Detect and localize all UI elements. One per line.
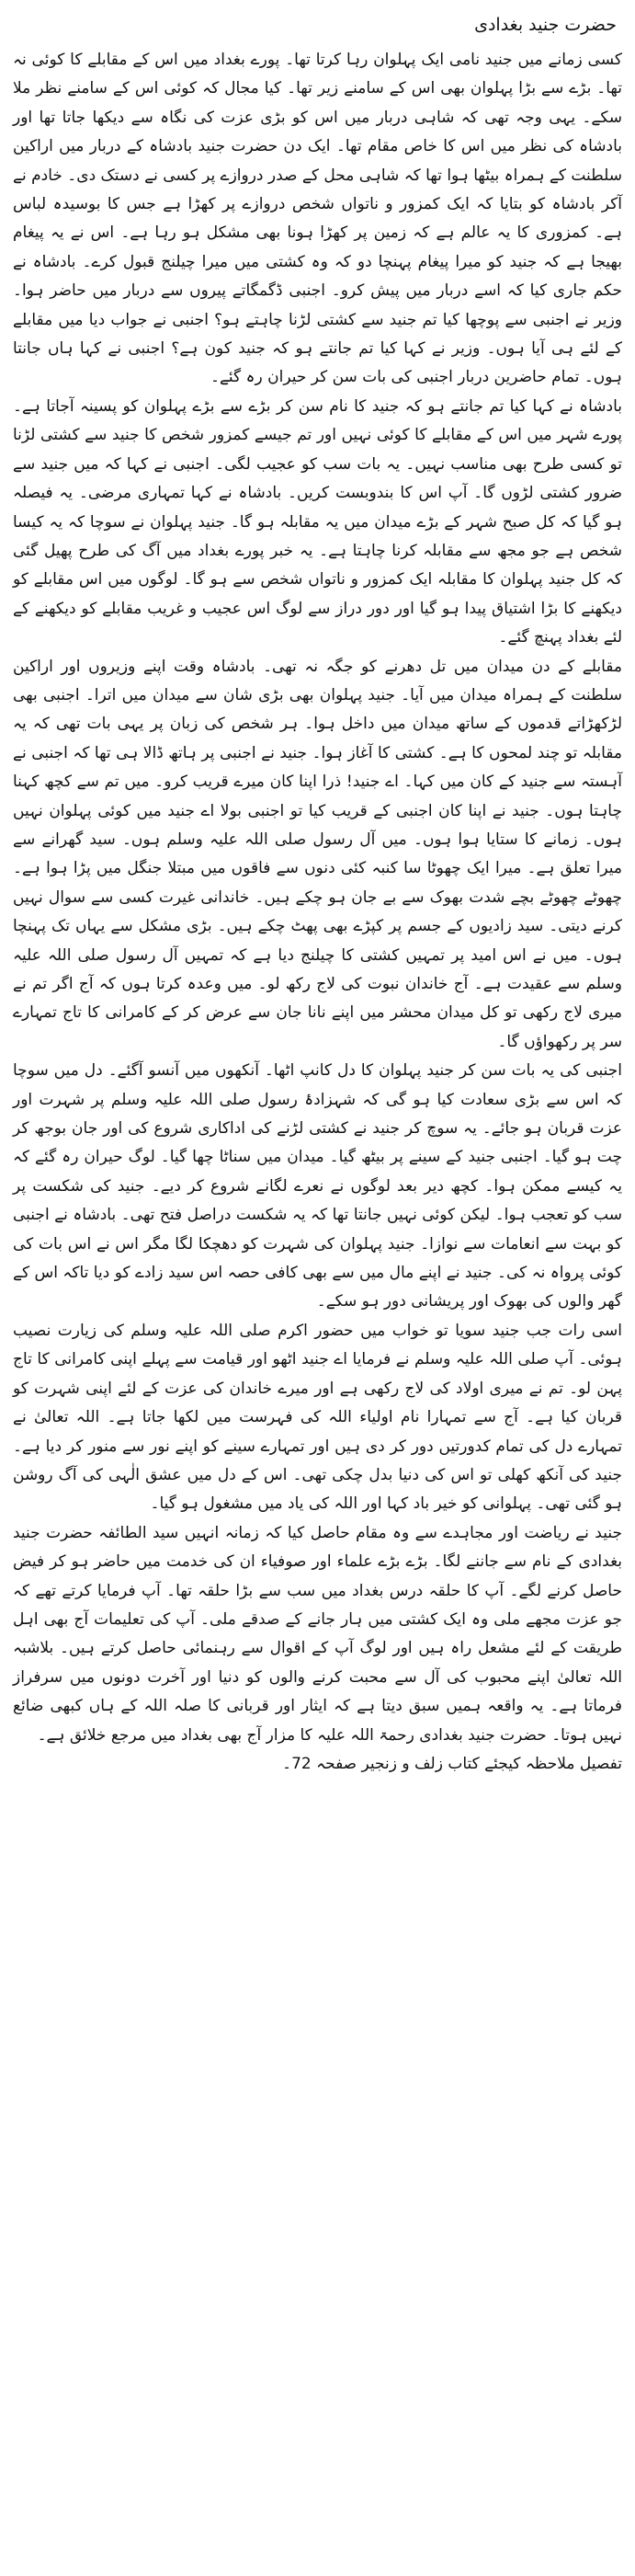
paragraph: کسی زمانے میں جنید نامی ایک پہلوان رہا کرتا تھا۔ پورے بغداد میں اس کے مقابلے کا کوئی نہ تھا۔ بڑے سے بڑا پہلوان بھی اس کے سامنے زیر تھا۔ کیا مجال کہ کوئی اس کے سامنے نظر ملا سکے۔ یہی وجہ تھی کہ شاہی دربار میں اس کو بڑی عزت کی نگاہ سے دیکھا جاتا تھا اور بادشاہ کی نظر میں اس کا خاص مقام تھا۔ ایک دن حضرت جنید بادشاہ کے دربار میں اراکین سلطنت کے ہمراہ بیٹھا ہوا تھا کہ شاہی محل کے صدر دروازے پر کسی نے دستک دی۔ خادم نے آکر بادشاہ کو بتایا کہ ایک کمزور و ناتواں شخص دروازے پر کھڑا ہے جس کا بوسیدہ لباس ہے۔ کمزوری کا یہ عالم ہے کہ زمین پر کھڑا ہونا بھی مشکل ہو رہا ہے۔ اس نے یہ پیغام بھیجا ہے کہ جنید کو میرا پیغام پہنچا دو کہ وہ کشتی میں میرا چیلنج قبول کرے۔ بادشاہ نے حکم جاری کیا کہ اسے دربار میں پیش کرو۔ اجنبی ڈگمگاتے پیروں سے دربار میں حاضر ہوا۔ وزیر نے اجنبی سے پوچھا کیا تم جنید سے کشتی لڑنا چاہتے ہو؟ اجنبی نے جواب دیا میں مقابلے کے لئے ہی آیا ہوں۔ وزیر نے کہا کیا تم جانتے ہو کہ جنید کون ہے؟ اجنبی نے کہا ہاں جانتا ہوں۔ تمام حاضرین دربار اجنبی کی بات سن کر حیران رہ گئے۔	[13, 51, 622, 387]
document-body	[13, 46, 622, 1750]
source-reference: تفصیل ملاحظہ کیجئے کتاب زلف و زنجیر صفحہ 72۔	[282, 1754, 622, 1773]
document-title: حضرت جنید بغدادی	[474, 15, 617, 35]
paragraph: بادشاہ نے کہا کیا تم جانتے ہو کہ جنید کا نام سن کر بڑے سے بڑے پہلوان کو پسینہ آجاتا ہے۔ پورے شہر میں اس کے مقابلے کا کوئی نہیں اور تم جیسے کمزور شخص کا جنید سے کشتی لڑنا تو کسی طرح بھی مناسب نہیں۔ یہ بات سب کو عجیب لگی۔ اجنبی نے کہا کہ میں جنید سے ضرور کشتی لڑوں گا۔ آپ اس کا بندوبست کریں۔ بادشاہ نے کہا تمہاری مرضی۔ یہ فیصلہ ہو گیا کہ کل صبح شہر کے بڑے میدان میں یہ مقابلہ ہو گا۔ جنید پہلوان نے سوچا کہ یہ کیسا شخص ہے جو مجھ سے مقابلہ کرنا چاہتا ہے۔ یہ خبر پورے بغداد میں آگ کی طرح پھیل گئی کہ کل جنید پہلوان کا مقابلہ ایک کمزور و ناتواں شخص سے ہو گا۔ لوگوں میں اس مقابلے کو دیکھنے کا بڑا اشتیاق پیدا ہو گیا اور دور دراز سے لوگ اس عجیب و غریب مقابلے کو دیکھنے کے لئے بغداد پہنچ گئے۔	[13, 396, 622, 647]
paragraph: مقابلے کے دن میدان میں تل دھرنے کو جگہ نہ تھی۔ بادشاہ وقت اپنے وزیروں اور اراکین سلطنت کے ہمراہ میدان میں آیا۔ جنید پہلوان بھی بڑی شان سے میدان میں اترا۔ اجنبی بھی لڑکھڑاتے قدموں کے ساتھ میدان میں داخل ہوا۔ ہر شخص کی زبان پر یہی بات تھی کہ یہ مقابلہ تو چند لمحوں کا ہے۔ کشتی کا آغاز ہوا۔ جنید نے اجنبی پر ہاتھ ڈالا ہی تھا کہ اجنبی نے آہستہ سے جنید کے کان میں کہا۔ اے جنید! ذرا اپنا کان میرے قریب کرو۔ میں تم سے کچھ کہنا چاہتا ہوں۔ جنید نے اپنا کان اجنبی کے قریب کیا تو اجنبی بولا اے جنید میں کوئی پہلوان نہیں ہوں۔ زمانے کا ستایا ہوا ہوں۔ میں آل رسول صلی اللہ علیہ وسلم ہوں۔ سید گھرانے سے میرا تعلق ہے۔ میرا ایک چھوٹا سا کنبہ کئی دنوں سے فاقوں میں مبتلا جنگل میں پڑا ہوا ہے۔ چھوٹے چھوٹے بچے شدت بھوک سے بے جان ہو چکے ہیں۔ خاندانی غیرت کسی سے سوال نہیں کرنے دیتی۔ سید زادیوں کے جسم پر کپڑے بھی پھٹ چکے ہیں۔ بڑی مشکل سے یہاں تک پہنچا ہوں۔ میں نے اس امید پر تمہیں کشتی کا چیلنج دیا ہے کہ تمہیں آل رسول صلی اللہ علیہ وسلم سے عقیدت ہے۔ آج خاندان نبوت کی لاج رکھ لو۔ میں وعدہ کرتا ہوں کہ آج اگر تم نے میری لاج رکھی تو کل میدان محشر میں اپنے نانا جان سے عرض کر کے کامرانی کا تاج تمہارے سر پر رکھواؤں گا۔	[13, 657, 622, 1051]
paragraph: اسی رات جب جنید سویا تو خواب میں حضور اکرم صلی اللہ علیہ وسلم کی زیارت نصیب ہوئی۔ آپ صلی اللہ علیہ وسلم نے فرمایا اے جنید اٹھو اور قیامت سے پہلے اپنی کامرانی کا تاج پہن لو۔ تم نے میری اولاد کی لاج رکھی ہے اور میرے خاندان کی عزت کے لئے اپنی شہرت کو قربان کیا ہے۔ آج سے تمہارا نام اولیاء اللہ کی فہرست میں لکھا جاتا ہے۔ اللہ تعالیٰ نے تمہارے دل کی تمام کدورتیں دور کر دی ہیں اور تمہارے سینے کو اپنے نور سے منور کر دیا ہے۔ جنید کی آنکھ کھلی تو اس کی دنیا بدل چکی تھی۔ اس کے دل میں عشق الٰہی کی آگ روشن ہو گئی تھی۔ پہلوانی کو خیر باد کہا اور اللہ کی یاد میں مشغول ہو گیا۔	[13, 1321, 622, 1514]
paragraph: جنید نے ریاضت اور مجاہدے سے وہ مقام حاصل کیا کہ زمانہ انہیں سید الطائفہ حضرت جنید بغدادی کے نام سے جاننے لگا۔ بڑے بڑے علماء اور صوفیاء ان کی خدمت میں حاضر ہو کر فیض حاصل کرنے لگے۔ آپ کا حلقہ درس بغداد میں سب سے بڑا حلقہ تھا۔ آپ فرمایا کرتے تھے کہ جو عزت مجھے ملی وہ ایک کشتی میں ہار جانے کے صدقے ملی۔ آپ کی تعلیمات آج بھی اہل طریقت کے لئے مشعل راہ ہیں اور لوگ آپ کے اقوال سے رہنمائی حاصل کرتے ہیں۔ بلاشبہ اللہ تعالیٰ اپنے محبوب کی آل سے محبت کرنے والوں کو دنیا اور آخرت دونوں میں سرفراز فرماتا ہے۔ یہ واقعہ ہمیں سبق دیتا ہے کہ ایثار اور قربانی کا صلہ اللہ کے ہاں کبھی ضائع نہیں ہوتا۔ حضرت جنید بغدادی رحمۃ اللہ علیہ کا مزار آج بھی بغداد میں مرجع خلائق ہے۔	[13, 1523, 622, 1745]
paragraph: اجنبی کی یہ بات سن کر جنید پہلوان کا دل کانپ اٹھا۔ آنکھوں میں آنسو آگئے۔ دل میں سوچا کہ اس سے بڑی سعادت کیا ہو گی کہ شہزادۂ رسول صلی اللہ علیہ وسلم پر شہرت اور عزت قربان ہو جائے۔ یہ سوچ کر جنید نے کشتی لڑنے کی اداکاری شروع کی اور جان بوجھ کر چت ہو گیا۔ اجنبی جنید کے سینے پر بیٹھ گیا۔ میدان میں سناٹا چھا گیا۔ لوگ حیران رہ گئے کہ یہ کیسے ممکن ہوا۔ کچھ دیر بعد لوگوں نے نعرے لگانے شروع کر دیے۔ جنید کی شکست پر سب کو تعجب ہوا۔ لیکن کوئی نہیں جانتا تھا کہ یہ شکست دراصل فتح تھی۔ بادشاہ نے اجنبی کو بہت سے انعامات سے نوازا۔ جنید پہلوان کی شہرت کو دھچکا لگا مگر اس نے اس بات کی کوئی پرواہ نہ کی۔ جنید نے اپنے مال میں سے بھی کافی حصہ اس سید زادے کو دیا تاکہ اس کے گھر والوں کی بھوک اور پریشانی دور ہو سکے۔	[13, 1061, 622, 1311]
